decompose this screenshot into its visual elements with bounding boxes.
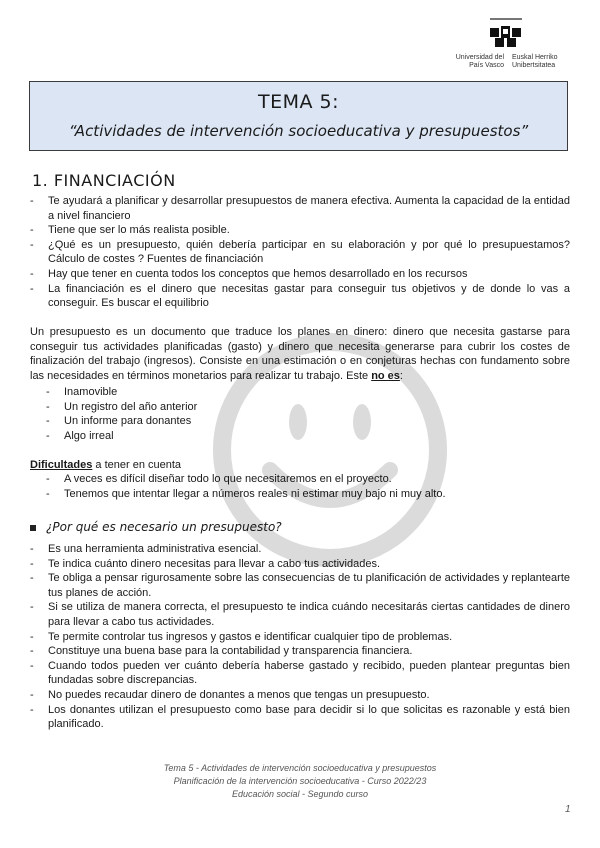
list-item: - Te ayudará a planificar y desarrollar presupuestos de manera efectiva. Aumenta la capacidad de la entidad a nivel financiero [30, 194, 570, 223]
list-item: - Inamovible [46, 385, 546, 400]
list-item: - La financiación es el dinero que necesitas gastar para conseguir tus objetivos y de donde lo vas a conseguir. Es buscar el equilibrio [30, 282, 570, 311]
dificultades-list [46, 472, 556, 501]
section-heading-presupuesto [30, 520, 282, 534]
list-item: - A veces es difícil diseñar todo lo que necesitaremos en el proyecto. [46, 472, 556, 487]
title-box [29, 81, 568, 151]
logo-text-es: Universidad del País Vasco [455, 54, 504, 69]
page-number: 1 [565, 804, 571, 815]
dificultades-heading [30, 458, 570, 473]
presupuesto-bullets [30, 542, 570, 732]
no-es-list [46, 385, 546, 443]
section-heading-financiacion: 1. FINANCIACIÓN [32, 171, 176, 190]
list-item: - ¿Qué es un presupuesto, quién debería participar en su elaboración y por qué lo presupuestamos? Cálculo de costes ? Fuentes de financiación [30, 238, 570, 267]
list-item: - Te obliga a pensar rigurosamente sobre las consecuencias de tu planificación de actividades y replantearte tus planes de acción. [30, 571, 570, 600]
logo-text-eu: Euskal Herriko Unibertsitatea [512, 54, 558, 69]
paragraph-text: Un presupuesto es un documento que traduce los planes en dinero: dinero que necesita gastarse para conseguir tus actividades planificadas (gasto) y dinero que necesita generarse para cubrir los costes de finalización del trabajo (ingresos). Consiste en una estimación o en conjeturas hechas con fundamento sobre las necesidades en términos monetarios para realizar tu trabajo. Este [30, 326, 570, 382]
page-title: TEMA 5: [257, 91, 340, 113]
financiacion-bullets [30, 194, 570, 311]
list-item: - No puedes recaudar dinero de donantes a menos que tengas un presupuesto. [30, 688, 570, 703]
logo-topline [490, 18, 522, 20]
page-subtitle: “Actividades de intervención socioeducativa y presupuestos” [68, 122, 529, 140]
list-item: - Un informe para donantes [46, 414, 546, 429]
list-item: - Constituye una buena base para la contabilidad y transparencia financiera. [30, 644, 570, 659]
paragraph-end: : [399, 369, 403, 382]
list-item: - Hay que tener en cuenta todos los conceptos que hemos desarrollado en los recursos [30, 267, 570, 282]
list-item: - Tiene que ser lo más realista posible. [30, 223, 570, 238]
list-item: - Los donantes utilizan el presupuesto como base para decidir si lo que solicitas es razonable y está bien planificado. [30, 703, 570, 732]
list-item: - Un registro del año anterior [46, 400, 546, 415]
square-bullet-icon [30, 525, 36, 531]
list-item: - Algo irreal [46, 429, 546, 444]
list-item: - Cuando todos pueden ver cuánto debería haberse gastado y recibido, pueden plantear preguntas bien fundadas sobre discrepancias. [30, 659, 570, 688]
presupuesto-paragraph [30, 325, 570, 383]
list-item: - Si se utiliza de manera correcta, el presupuesto te indica cuándo necesitarás ciertas cantidades de dinero para llevar a cabo tus actividades. [30, 600, 570, 629]
subhead-text: ¿Por qué es necesario un presupuesto? [46, 520, 282, 534]
list-item: - Tenemos que intentar llegar a números reales ni estimar muy bajo ni muy alto. [46, 487, 556, 502]
dificultades-label: Dificultades [30, 459, 93, 471]
page-footer [100, 762, 500, 801]
list-item: - Te permite controlar tus ingresos y gastos e identificar cualquier tipo de problemas. [30, 630, 570, 645]
footer-line-2: Planificación de la intervención socioeducativa - Curso 2022/23 [173, 776, 427, 786]
university-emblem-icon [488, 24, 524, 50]
dificultades-rest: a tener en cuenta [92, 459, 182, 471]
footer-line-3: Educación social - Segundo curso [231, 789, 369, 799]
university-logo [444, 16, 569, 74]
footer-line-1: Tema 5 - Actividades de intervención socioeducativa y presupuestos [163, 763, 437, 773]
paragraph-emphasis: no es [371, 369, 400, 382]
list-item: - Es una herramienta administrativa esencial. [30, 542, 570, 557]
list-item: - Te indica cuánto dinero necesitas para llevar a cabo tus actividades. [30, 557, 570, 572]
